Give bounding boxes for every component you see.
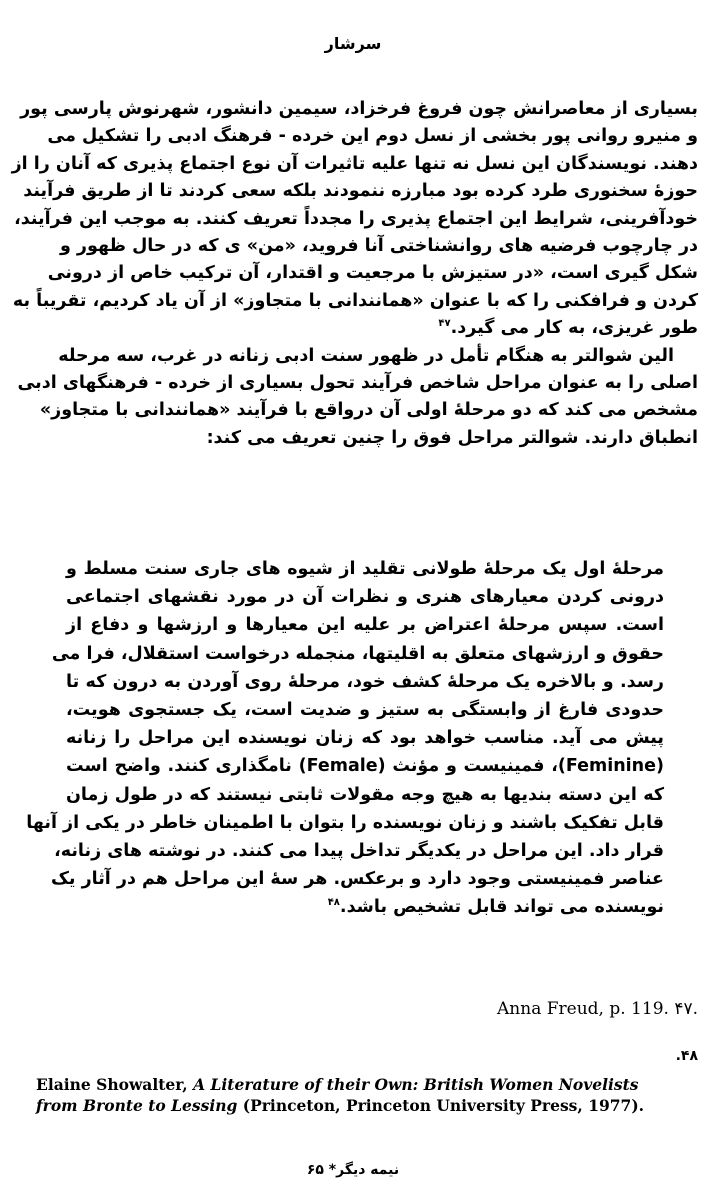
footnote-47	[497, 999, 698, 1019]
text-line: مشخص می کند که دو مرحلهٔ اولی آن درواقع با فرآیند «همانندانی با متجاوز»	[39, 400, 698, 421]
quote-line: رسد. و بالاخره یک مرحلهٔ کشف خود، مرحلهٔ روی آوردن به درون که تا	[66, 671, 664, 692]
quote-line: است. سپس مرحلهٔ اعتراض بر علیه این معیارها و ارزشها و دفاع از	[66, 615, 664, 636]
footnote-48	[36, 1074, 676, 1116]
running-title: سرشار	[324, 34, 382, 53]
text-line: در چارچوب فرضیه های روانشناختی آنا فروید، «من» ی که در حال ظهور و	[59, 235, 698, 256]
text-line: دهند. نویسندگان این نسل نه تنها علیه تاثیرات آن نوع اجتماع پذیری که آنان را از	[11, 153, 698, 174]
footnote-ref-48[interactable]: ۴۸	[327, 897, 340, 909]
footnote-48-author: Elaine Showalter,	[36, 1075, 194, 1094]
quote-line: درونی کردن معیارهای هنری و نظرات آن در مورد نقشهای اجتماعی	[66, 587, 664, 608]
page-footer: نیمه دیگر* ۶۵	[306, 1162, 400, 1178]
text-line: و منیرو روانی پور بخشی از نسل دوم این خرده - فرهنگ ادبی را تشکیل می	[47, 126, 698, 147]
quote-line: که این دسته بندیها به هیچ وجه مقولات ثابتی نیستند که در طول زمان	[66, 784, 664, 805]
quote-line: حقوق و ارزشهای متعلق به اقلیتها، منجمله درخواست استقلال، فرا می	[51, 643, 664, 664]
text-line: کردن و فرافکنی را که با عنوان «همانندانی با متجاوز» از آن یاد کردیم، تقریباً به	[12, 290, 698, 311]
text-line-content: طور غریزی، به کار می گیرد.	[450, 318, 698, 339]
quote-line: حدودی فارغ از وابستگی به ستیز و ضدیت است، یک جستجوی هویت،	[66, 699, 664, 720]
block-quote	[26, 555, 664, 921]
text-line	[66, 315, 698, 342]
quote-line-content: نویسنده می تواند قابل تشخیص باشد.	[339, 897, 664, 918]
text-line: انطباق دارند. شوالتر مراحل فوق را چنین تعریف می کند:	[206, 427, 698, 448]
text-line: شکل گیری است، «در ستیزش با مرجعیت و اقتدار، آن ترکیب خاص از درونی	[47, 263, 698, 284]
footnote-ref-47[interactable]: ۴۷	[438, 318, 451, 330]
footnote-48-publisher: (Princeton, Princeton University Press, 1977).	[237, 1096, 645, 1115]
quote-line: مرحلهٔ اول یک مرحلهٔ طولانی تقلید از شیوه های جاری سنت مسلط و	[66, 559, 664, 579]
text-line: الین شوالتر به هنگام تأمل در ظهور سنت ادبی زنانه در غرب، سه مرحله	[58, 345, 674, 366]
quote-line	[66, 893, 664, 921]
text-line: حوزهٔ سخنوری طرد کرده بود مبارزه ننمودند بلکه سعی کردند تا از طریق فرآیند	[23, 181, 698, 202]
paragraph-1	[11, 96, 698, 343]
footnote-47-number: ۴۷.	[674, 999, 698, 1019]
text-line: بسیاری از معاصرانش چون فروغ فرخزاد، سیمین دانشور، شهرنوش پارسی پور	[20, 99, 698, 119]
footnote-48-number: ۴۸.	[675, 1048, 698, 1064]
quote-line: قابل تفکیک باشند و زنان نویسنده را بتوان با اطمینان خاطر در یکی از آنها	[26, 812, 664, 833]
quote-line: (Feminine)، فمینیست و مؤنث (Female) نامگذاری کنند. واضح است	[66, 756, 664, 777]
quote-line: قرار داد. این مراحل در یکدیگر تداخل پیدا می کنند. در نوشته های زنانه،	[54, 840, 664, 861]
text-line: اصلی را به عنوان مراحل شاخص فرآیند تحول بسیاری از خرده - فرهنگهای ادبی	[17, 372, 698, 393]
main-text	[11, 96, 698, 452]
footnote-48-title: A Literature of their Own: British Women Novelists from Bronte to Lessing	[36, 1075, 639, 1115]
footnote-47-text: Anna Freud, p. 119.	[497, 999, 669, 1019]
quote-line: عناصر فمینیستی وجود دارد و برعکس. هر سهٔ این مراحل هم در آثار یک	[50, 869, 664, 890]
paragraph-2	[17, 343, 698, 453]
text-line: خودآفرینی، شرایط این اجتماع پذیری را مجدداً تعریف کنند. به موجب این فرآیند،	[14, 208, 698, 229]
quote-line: پیش می آید. مناسب خواهد بود که زنان نویسنده این مراحل را زنانه	[66, 728, 664, 749]
